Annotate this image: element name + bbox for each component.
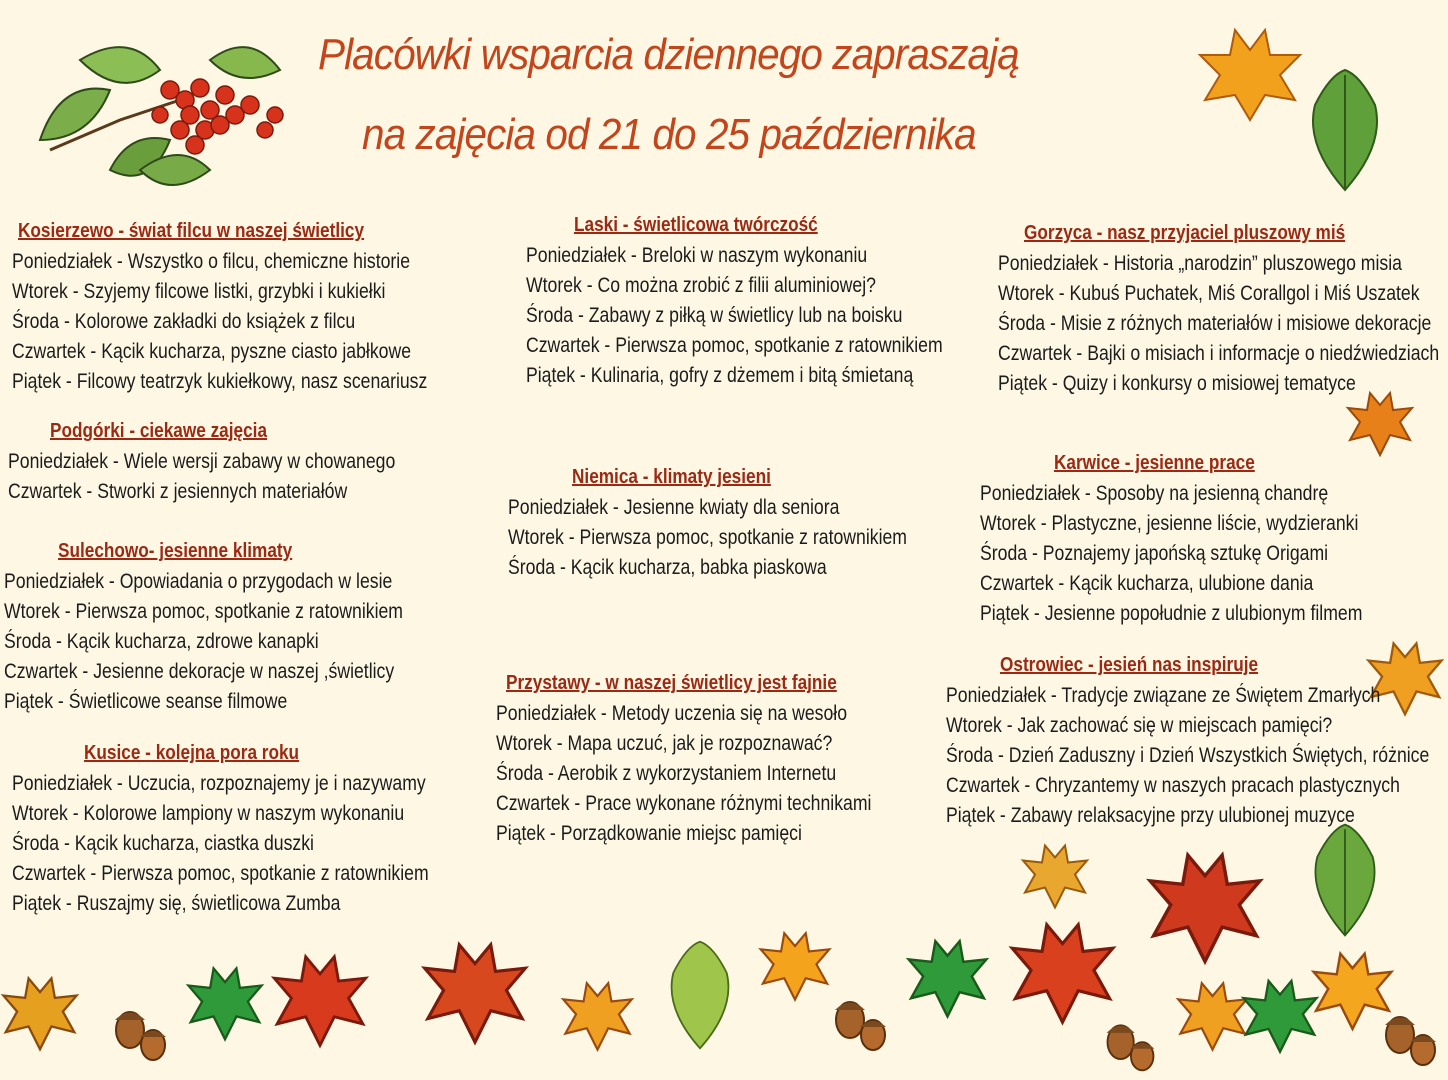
schedule-line: Środa - Kolorowe zakładki do książek z filcu xyxy=(12,310,356,333)
schedule-line: Piątek - Ruszajmy się, świetlicowa Zumba xyxy=(12,892,341,915)
poster-title-line-1: Placówki wsparcia dziennego zapraszają xyxy=(318,30,1019,79)
schedule-line: Wtorek - Mapa uczuć, jak je rozpoznawać? xyxy=(496,732,833,755)
section-kusice xyxy=(12,742,508,919)
schedule-line: Środa - Kącik kucharza, ciastka duszki xyxy=(12,832,314,855)
schedule-line: Piątek - Jesienne popołudnie z ulubionym filmem xyxy=(980,602,1363,625)
section-gorzyca xyxy=(998,222,1448,399)
section-heading: Laski - świetlicowa twórczość xyxy=(574,214,818,236)
schedule-line: Wtorek - Szyjemy filcowe listki, grzybki i kukiełki xyxy=(12,280,386,303)
section-heading: Kusice - kolejna pora roku xyxy=(84,742,300,764)
schedule-line: Czwartek - Pierwsza pomoc, spotkanie z ratownikiem xyxy=(526,334,943,357)
schedule-line: Wtorek - Pierwsza pomoc, spotkanie z ratownikiem xyxy=(4,600,403,623)
schedule-line: Poniedziałek - Uczucia, rozpoznajemy je i nazywamy xyxy=(12,772,426,795)
schedule-line: Środa - Dzień Zaduszny i Dzień Wszystkich Świętych, różnice xyxy=(946,744,1430,767)
schedule-line: Czwartek - Kącik kucharza, pyszne ciasto jabłkowe xyxy=(12,340,412,363)
schedule-line: Wtorek - Pierwsza pomoc, spotkanie z ratownikiem xyxy=(508,526,907,549)
section-heading: Karwice - jesienne prace xyxy=(1054,452,1255,474)
schedule-line: Poniedziałek - Metody uczenia się na wesoło xyxy=(496,702,848,725)
schedule-line: Środa - Zabawy z piłką w świetlicy lub na boisku xyxy=(526,304,903,327)
autumn-leaf-icon xyxy=(905,935,990,1025)
schedule-line: Poniedziałek - Tradycje związane ze Świętem Zmarłych xyxy=(946,684,1381,707)
section-laski xyxy=(526,214,1022,391)
schedule-line: Piątek - Kulinaria, gofry z dżemem i bitą śmietaną xyxy=(526,364,914,387)
autumn-leaf-icon xyxy=(1195,25,1305,125)
schedule-line: Czwartek - Prace wykonane różnymi technikami xyxy=(496,792,872,815)
autumn-leaf-icon xyxy=(660,930,740,1060)
rowan-berries-illustration xyxy=(20,20,300,200)
autumn-leaf-icon xyxy=(270,945,370,1060)
section-niemica xyxy=(508,466,983,583)
schedule-line: Czwartek - Stworki z jesiennych materiałów xyxy=(8,480,348,503)
autumn-leaf-icon xyxy=(420,935,530,1055)
section-podgorki xyxy=(8,420,469,507)
autumn-leaf-icon xyxy=(185,965,265,1045)
autumn-leaf-icon xyxy=(1345,390,1415,460)
schedule-line: Wtorek - Jak zachować się w miejscach pamięci? xyxy=(946,714,1333,737)
section-heading: Sulechowo- jesienne klimaty xyxy=(58,540,293,562)
schedule-line: Wtorek - Kolorowe lampiony w naszym wykonaniu xyxy=(12,802,405,825)
autumn-leaf-icon xyxy=(1300,65,1390,195)
acorn-icon xyxy=(105,985,175,1065)
schedule-line: Poniedziałek - Sposoby na jesienną chandrę xyxy=(980,482,1329,505)
schedule-line: Poniedziałek - Wszystko o filcu, chemiczne historie xyxy=(12,250,411,273)
section-heading: Kosierzewo - świat filcu w naszej świetlicy xyxy=(18,220,365,242)
schedule-line: Środa - Kącik kucharza, babka piaskowa xyxy=(508,556,827,579)
schedule-line: Czwartek - Chryzantemy w naszych pracach plastycznych xyxy=(946,774,1400,797)
acorn-icon xyxy=(1095,1000,1165,1075)
acorn-icon xyxy=(1375,990,1445,1070)
autumn-leaf-icon xyxy=(560,980,635,1055)
schedule-line: Poniedziałek - Jesienne kwiaty dla seniora xyxy=(508,496,840,519)
section-sulechowo xyxy=(4,540,479,717)
autumn-leaf-icon xyxy=(1140,850,1270,970)
schedule-line: Piątek - Porządkowanie miejsc pamięci xyxy=(496,822,802,845)
autumn-leaf-icon xyxy=(1300,820,1390,940)
section-kosierzewo xyxy=(12,220,506,397)
autumn-leaf-icon xyxy=(1175,980,1250,1055)
acorn-icon xyxy=(825,975,895,1055)
autumn-leaf-icon xyxy=(1020,840,1090,915)
poster-title-line-2: na zajęcia od 21 do 25 października xyxy=(362,110,976,159)
autumn-leaf-icon xyxy=(1240,975,1320,1060)
schedule-line: Czwartek - Pierwsza pomoc, spotkanie z ratownikiem xyxy=(12,862,429,885)
schedule-line: Środa - Misie z różnych materiałów i misiowe dekoracje xyxy=(998,312,1432,335)
schedule-line: Czwartek - Jesienne dekoracje w naszej ,świetlicy xyxy=(4,660,395,683)
schedule-line: Wtorek - Plastyczne, jesienne liście, wydzieranki xyxy=(980,512,1359,535)
schedule-line: Środa - Aerobik z wykorzystaniem Internetu xyxy=(496,762,837,785)
schedule-line: Środa - Poznajemy japońską sztukę Origami xyxy=(980,542,1329,565)
section-przystawy xyxy=(496,672,943,849)
schedule-line: Wtorek - Kubuś Puchatek, Miś Corallgol i Miś Uszatek xyxy=(998,282,1420,305)
schedule-line: Poniedziałek - Wiele wersji zabawy w chowanego xyxy=(8,450,396,473)
section-heading: Przystawy - w naszej świetlicy jest fajnie xyxy=(506,672,837,694)
schedule-line: Piątek - Świetlicowe seanse filmowe xyxy=(4,690,288,713)
section-heading: Niemica - klimaty jesieni xyxy=(572,466,771,488)
autumn-leaf-icon xyxy=(0,970,80,1060)
schedule-line: Środa - Kącik kucharza, zdrowe kanapki xyxy=(4,630,319,653)
section-heading: Podgórki - ciekawe zajęcia xyxy=(50,420,268,442)
schedule-line: Poniedziałek - Opowiadania o przygodach w lesie xyxy=(4,570,393,593)
section-ostrowiec xyxy=(946,654,1448,831)
schedule-line: Czwartek - Kącik kucharza, ulubione dania xyxy=(980,572,1314,595)
schedule-line: Poniedziałek - Breloki w naszym wykonaniu xyxy=(526,244,868,267)
schedule-line: Piątek - Quizy i konkursy o misiowej tematyce xyxy=(998,372,1356,395)
schedule-line: Czwartek - Bajki o misiach i informacje o niedźwiedziach xyxy=(998,342,1440,365)
section-heading: Gorzyca - nasz przyjaciel pluszowy miś xyxy=(1024,222,1346,244)
section-karwice xyxy=(980,452,1435,629)
schedule-line: Poniedziałek - Historia „narodzin” pluszowego misia xyxy=(998,252,1402,275)
schedule-line: Piątek - Filcowy teatrzyk kukiełkowy, nasz scenariusz xyxy=(12,370,428,393)
autumn-leaf-icon xyxy=(755,930,835,1005)
section-heading: Ostrowiec - jesień nas inspiruje xyxy=(1000,654,1259,676)
schedule-line: Wtorek - Co można zrobić z filii aluminiowej? xyxy=(526,274,876,297)
schedule-line: Piątek - Zabawy relaksacyjne przy ulubionej muzyce xyxy=(946,804,1355,827)
